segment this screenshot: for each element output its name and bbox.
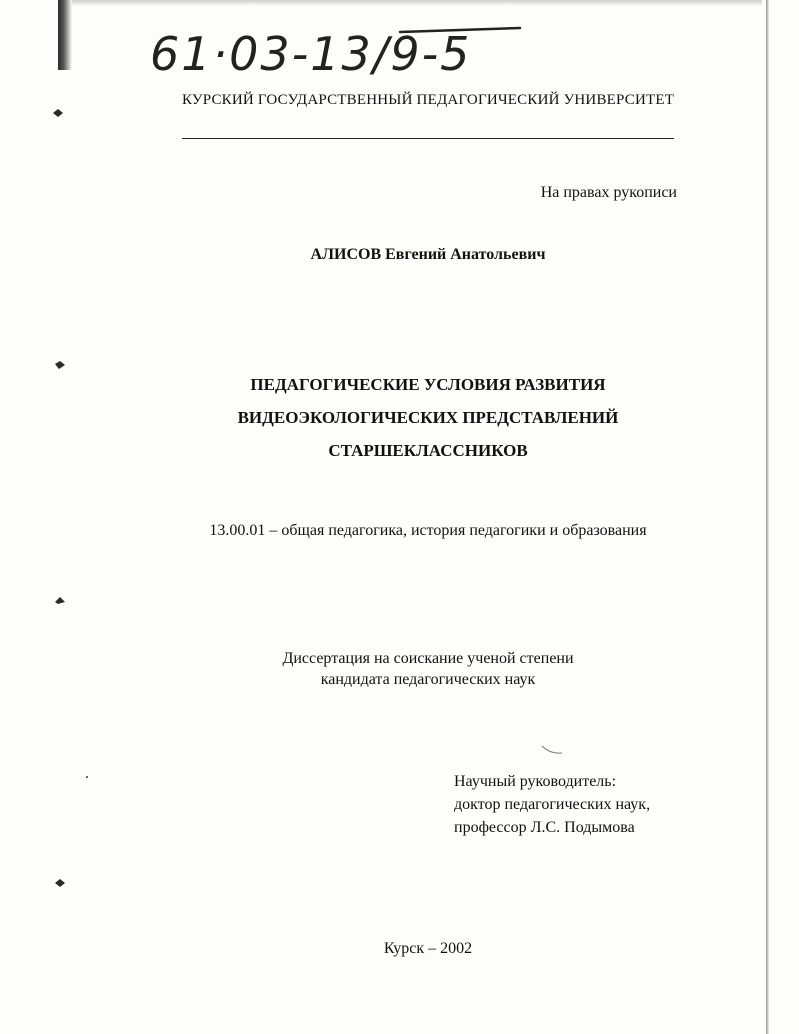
handwritten-code-text: 61·03-13/9-5 xyxy=(150,27,472,81)
binding-hole-icon xyxy=(54,360,66,370)
scan-shadow-right xyxy=(766,0,769,1034)
city-and-year: Курск – 2002 xyxy=(383,940,473,957)
advisor-line: доктор педагогических наук, xyxy=(454,796,651,813)
title-line: ВИДЕОЭКОЛОГИЧЕСКИХ ПРЕДСТАВЛЕНИЙ xyxy=(237,408,619,427)
author-name: АЛИСОВ Евгений Анатольевич xyxy=(310,246,546,263)
title-line: СТАРШЕКЛАССНИКОВ xyxy=(328,441,528,460)
handwritten-archive-code xyxy=(150,18,530,98)
binding-hole-icon xyxy=(52,108,64,118)
scan-shadow-top xyxy=(72,0,762,6)
degree-line: Диссертация на соискание ученой степени xyxy=(282,650,574,667)
degree-line: кандидата педагогических наук xyxy=(320,671,536,688)
degree-statement xyxy=(0,648,799,690)
manuscript-rights-note: На правах рукописи xyxy=(540,184,677,201)
scan-mark xyxy=(540,744,564,756)
dissertation-title xyxy=(0,368,799,467)
scientific-advisor xyxy=(454,770,650,839)
header-divider xyxy=(182,138,674,139)
specialty-code: 13.00.01 – общая педагогика, история педагогики и образования xyxy=(209,522,647,539)
advisor-line: Научный руководитель: xyxy=(454,773,617,790)
advisor-line: профессор Л.С. Подымова xyxy=(454,819,635,836)
binding-hole-icon xyxy=(54,878,66,888)
binding-hole-icon xyxy=(54,596,66,606)
scan-speck xyxy=(86,776,88,778)
university-name: КУРСКИЙ ГОСУДАРСТВЕННЫЙ ПЕДАГОГИЧЕСКИЙ УНИВЕРСИТЕТ xyxy=(182,92,675,108)
title-line: ПЕДАГОГИЧЕСКИЕ УСЛОВИЯ РАЗВИТИЯ xyxy=(250,375,606,394)
scan-shadow-left xyxy=(58,0,72,70)
